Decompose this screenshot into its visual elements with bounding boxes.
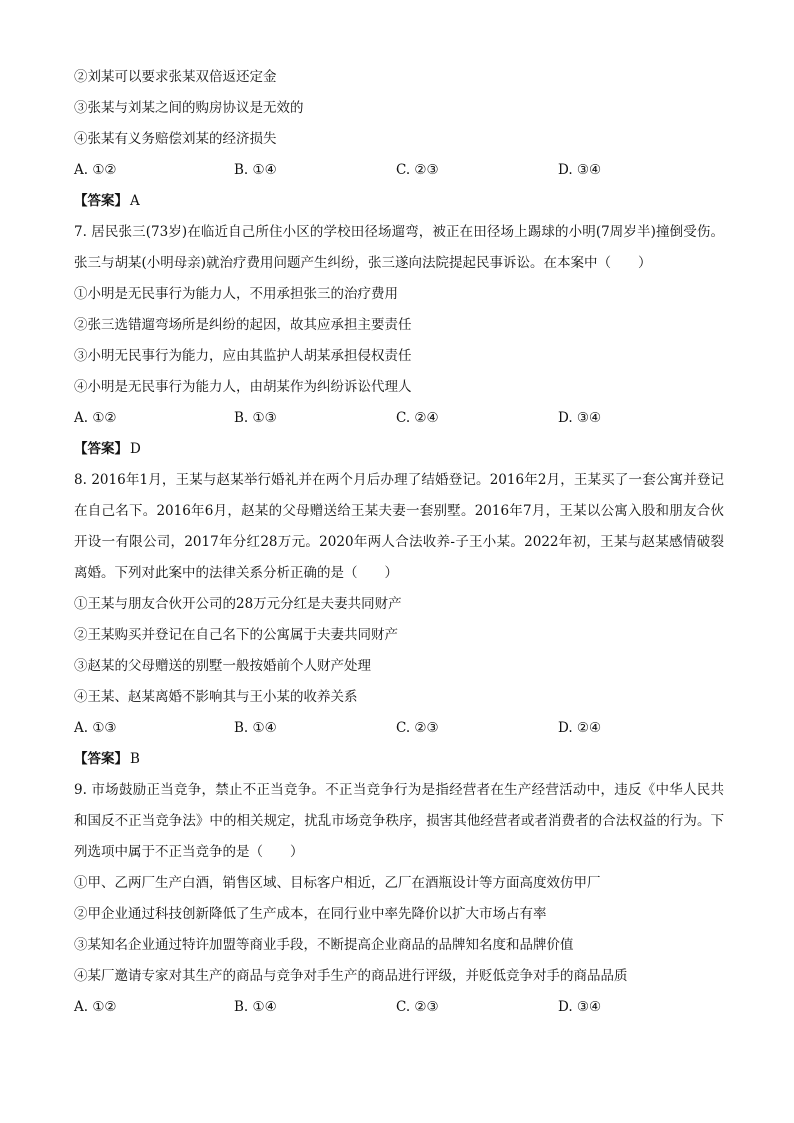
option-c: C. ②③	[396, 720, 439, 736]
statement: ①甲、乙两厂生产白酒，销售区域、目标客户相近，乙厂在酒瓶设计等方面高度效仿甲厂	[74, 875, 601, 891]
options-row	[74, 403, 724, 434]
option-c: C. ②④	[396, 410, 439, 426]
option-c: C. ②③	[396, 999, 439, 1015]
statement: ③某知名企业通过特许加盟等商业手段，不断提高企业商品的品牌知名度和品牌价值	[74, 937, 574, 953]
statement: ④小明是无民事行为能力人，由胡某作为纠纷诉讼代理人	[74, 379, 412, 395]
option-d: D. ③④	[558, 999, 602, 1015]
answer-tag: 【答案】	[74, 751, 128, 767]
statement: ②甲企业通过科技创新降低了生产成本，在同行业中率先降价以扩大市场占有率	[74, 906, 547, 922]
option-d: D. ②④	[558, 720, 602, 736]
answer-tag: 【答案】	[74, 441, 128, 457]
question-stem: 8. 2016年1月，王某与赵某举行婚礼并在两个月后办理了结婚登记。2016年2月，王某买了一套公寓并登记在自己名下。2016年6月，赵某的父母赠送给王某夫妻一套别墅。2016年7月，王某以公寓入股和朋友合伙开设一有限公司，2017年分红28万元。2020年两人合法收养-子王小某。2022年初，王某与赵某感情破裂离婚。下列对此案中的法律关系分析正确的是（ ）	[74, 472, 724, 581]
option-d: D. ③④	[558, 410, 602, 426]
option-a: A. ①②	[74, 999, 117, 1015]
statement: ④王某、赵某离婚不影响其与王小某的收养关系	[74, 689, 358, 705]
answer-line	[74, 744, 724, 775]
question-8	[74, 465, 724, 775]
options-row	[74, 713, 724, 744]
statement: ②张三选错遛弯场所是纠纷的起因，故其应承担主要责任	[74, 317, 412, 333]
statement: ②刘某可以要求张某双倍返还定金	[74, 69, 277, 85]
statement: ①小明是无民事行为能力人，不用承担张三的治疗费用	[74, 286, 398, 302]
answer-value: D	[130, 441, 141, 457]
option-b: B. ①④	[234, 162, 277, 178]
statement: ③张某与刘某之间的购房协议是无效的	[74, 100, 304, 116]
option-b: B. ①④	[234, 999, 277, 1015]
statement: ④某厂邀请专家对其生产的商品与竞争对手生产的商品进行评级，并贬低竞争对手的商品品质	[74, 968, 628, 984]
statement: ③赵某的父母赠送的别墅一般按婚前个人财产处理	[74, 658, 371, 674]
question-6	[74, 62, 724, 217]
statement: ③小明无民事行为能力，应由其监护人胡某承担侵权责任	[74, 348, 412, 364]
option-d: D. ③④	[558, 162, 602, 178]
question-7	[74, 217, 724, 465]
option-b: B. ①③	[234, 410, 277, 426]
answer-line	[74, 434, 724, 465]
answer-value: A	[130, 193, 140, 209]
option-a: A. ①②	[74, 162, 117, 178]
option-b: B. ①④	[234, 720, 277, 736]
statement: ④张某有义务赔偿刘某的经济损失	[74, 131, 277, 147]
options-row	[74, 155, 724, 186]
options-row	[74, 992, 724, 1023]
statement: ①王某与朋友合伙开公司的28万元分红是夫妻共同财产	[74, 596, 402, 612]
question-stem: 7. 居民张三(73岁)在临近自己所住小区的学校田径场遛弯，被正在田径场上踢球的小明(7周岁半)撞倒受伤。张三与胡某(小明母亲)就治疗费用问题产生纠纷，张三遂向法院提起民事诉讼。在本案中（ ）	[74, 224, 724, 271]
question-stem: 9. 市场鼓励正当竞争，禁止不正当竞争。不正当竞争行为是指经营者在生产经营活动中，违反《中华人民共和国反不正当竞争法》中的相关规定，扰乱市场竞争秩序，损害其他经营者或者消费者的合法权益的行为。下列选项中属于不正当竞争的是（ ）	[74, 782, 724, 860]
option-a: A. ①③	[74, 720, 117, 736]
exam-content	[74, 62, 724, 1023]
option-a: A. ①②	[74, 410, 117, 426]
statement: ②王某购买并登记在自己名下的公寓属于夫妻共同财产	[74, 627, 398, 643]
answer-line	[74, 186, 724, 217]
answer-tag: 【答案】	[74, 193, 128, 209]
option-c: C. ②③	[396, 162, 439, 178]
answer-value: B	[130, 751, 140, 767]
question-9	[74, 775, 724, 1023]
